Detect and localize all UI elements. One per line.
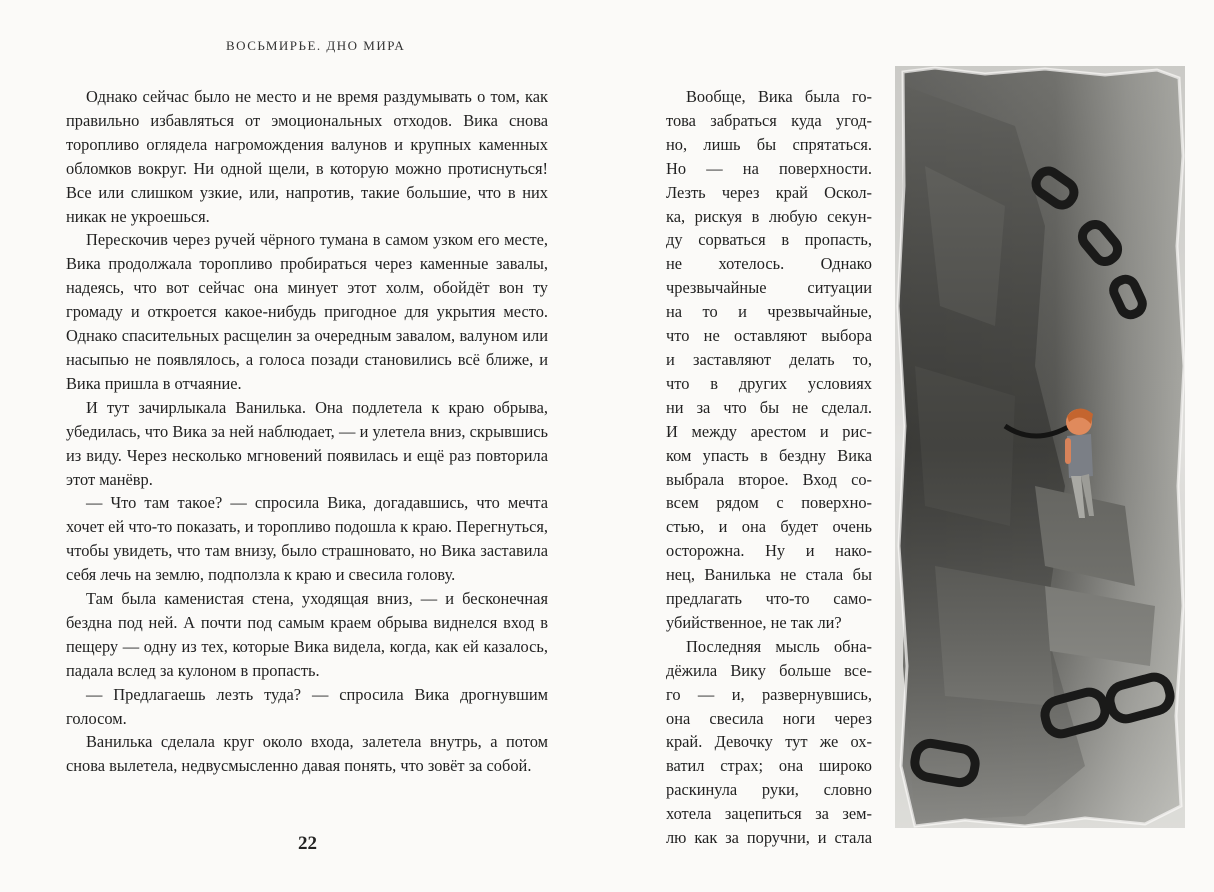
paragraph: Перескочив через ручей чёрного тумана в самом узком его месте, Вика продолжала торопливо пробираться через каменные завалы, надеясь, что вот сейчас она минует этот холм, обойдёт вон ту громаду и откроется какое-нибудь пригодное для укрытия место. Однако спасительных расщелин за очередным завалом, валуном или насыпью не появлялось, а голоса позади становились всё ближе, и Вика пришла в отчаяние. <box>66 230 548 393</box>
text-line: на то и чрезвычайные, <box>666 302 872 322</box>
text-line: го — и, развернувшись, <box>666 684 872 704</box>
right-text-column <box>666 85 872 850</box>
text-line: Лезть через край Оскол- <box>666 182 872 202</box>
text-line: всем рядом с поверхно- <box>666 493 872 513</box>
paragraph: И тут зачирлыкала Ванилька. Она подлетела к краю обрыва, убедилась, что Вика за ней наблюдает, — и улетела вниз, скрывшись из виду. Через несколько мгновений появилась и ещё раз повторила этот манёвр. <box>66 397 548 489</box>
text-line: Вообще, Вика была го- <box>686 87 872 106</box>
paragraph: Однако сейчас было не место и не время раздумывать о том, как правильно избавляться от эмоциональных отходов. Вика снова торопливо оглядела нагромождения валунов и крупных каменных обломков вокруг. Ни одной щели, в которую можно протиснуться! Все или слишком узкие, или, напротив, такие большие, что в них никак не укроешься. <box>66 87 548 226</box>
text-line: не хотелось. Однако <box>666 254 872 274</box>
paragraph: — Что там такое? — спросила Вика, догадавшись, что мечта хочет ей что-то показать, и торопливо подошла к краю. Перегнуться, чтобы увидеть, что там внизу, было страшновато, но Вика заставила себя лечь на землю, подползла к краю и свесила голову. <box>66 493 548 585</box>
running-head: ВОСЬМИРЬЕ. ДНО МИРА <box>226 38 406 53</box>
paragraph: Там была каменистая стена, уходящая вниз, — и бесконечная бездна под ней. А почти под самым краем обрыва виднелся вход в пещеру — одну из тех, которые Вика видела, когда, как ей казалось, падала вслед за кулоном в пропасть. <box>66 589 548 680</box>
text-line: Последняя мысль обна- <box>686 636 872 656</box>
text-line: ни за что бы не сделал. <box>666 397 872 417</box>
text-line: убийственное, не так ли? <box>666 612 842 632</box>
text-line: това забраться куда угод- <box>666 110 872 130</box>
page-number: 22 <box>298 833 317 854</box>
text-line: хотела зацепиться за зем- <box>666 804 872 824</box>
text-line: И между арестом и рис- <box>666 421 872 441</box>
text-line: предлагать что-то само- <box>666 589 872 609</box>
text-line: что не оставляют выбора <box>666 326 872 346</box>
text-line: ка, рискуя в любую секун- <box>666 206 872 226</box>
girl-on-cliff-illustration <box>895 66 1185 828</box>
text-line: ватил страх; она широко <box>666 756 872 776</box>
text-line: ком упасть в бездну Вика <box>666 445 872 465</box>
text-line: стью, и она будет очень <box>666 517 872 537</box>
text-line: чрезвычайные ситуации <box>666 278 872 298</box>
text-line: но, лишь бы спрятаться. <box>666 134 872 154</box>
text-line: она свесила ноги через <box>666 708 872 728</box>
text-line: осторожна. Ну и нако- <box>666 541 872 561</box>
text-line: край. Девочку тут же ох- <box>666 732 872 752</box>
text-line: нец, Ванилька не стала бы <box>666 565 872 585</box>
text-line: Но — на поверхности. <box>666 158 872 178</box>
text-line: раскинула руки, словно <box>666 780 872 800</box>
paragraph: — Предлагаешь лезть туда? — спросила Вика дрогнувшим голосом. <box>66 684 548 728</box>
text-line: выбрала второе. Вход со- <box>666 469 872 489</box>
text-line: лю как за поручни, и стала <box>666 828 872 848</box>
text-line: что в других условиях <box>666 373 872 393</box>
paragraph: Ванилька сделала круг около входа, залетела внутрь, а потом снова вылетела, недвусмысленно давая понять, что зовёт за собой. <box>66 732 548 776</box>
text-line: дёжила Вику больше все- <box>666 660 872 680</box>
left-text-column <box>66 85 548 778</box>
text-line: и заставляют делать то, <box>666 349 872 369</box>
text-line: ду сорваться в пропасть, <box>666 230 872 250</box>
